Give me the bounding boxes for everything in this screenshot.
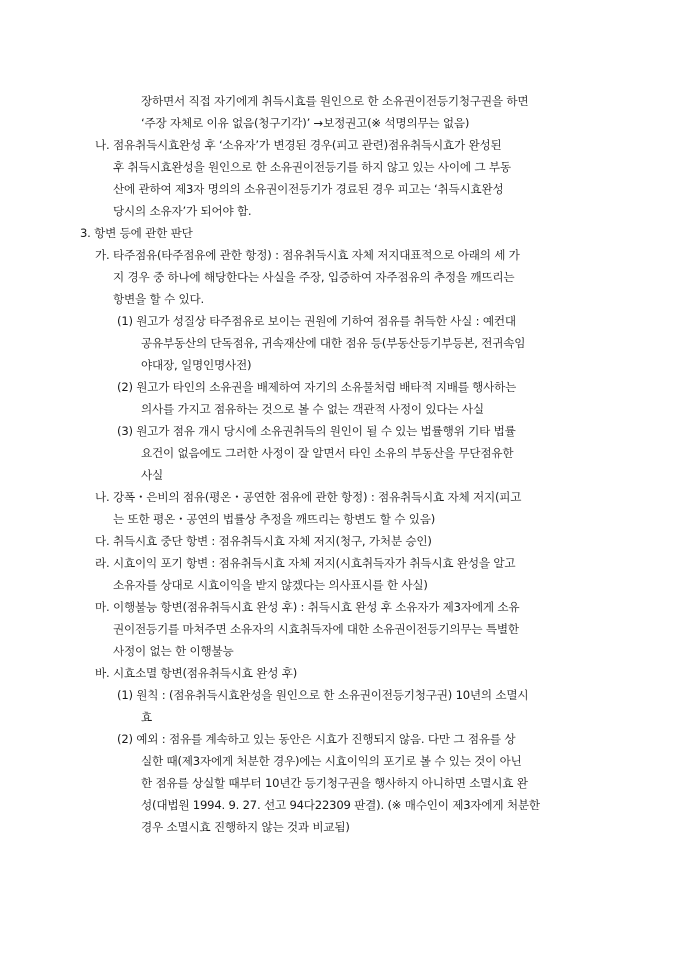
text-line: 장하면서 직접 자기에게 취득시효를 원인으로 한 소유권이전등기청구권을 하면 (141, 94, 529, 108)
text-line: 의사를 가지고 점유하는 것으로 볼 수 없는 객관적 사정이 있다는 사실 (141, 402, 484, 416)
text-line: 소유자를 상대로 시효이익을 받지 않겠다는 의사표시를 한 사실) (113, 578, 428, 592)
list-item: (1) 원고가 성질상 타주점유로 보이는 권원에 기하여 점유를 취득한 사실 : 예컨대 (117, 314, 516, 328)
text-line: 야대장, 일명인명사전) (141, 358, 252, 372)
text-line: 나. 강폭・은비의 점유(평온・공연한 점유에 관한 항정) : 점유취득시효 자체 저지(피고 (95, 490, 522, 504)
text-line: 당시의 소유자’가 되어야 함. (113, 204, 252, 218)
list-item: (1) 원칙 : (점유취득시효완성을 원인으로 한 소유권이전등기청구권) 10년의 소멸시 (117, 688, 529, 702)
text-line: 실한 때(제3자에게 처분한 경우)에는 시효이익의 포기로 볼 수 있는 것이 아닌 (141, 754, 522, 768)
text-line: 사정이 없는 한 이행불능 (113, 644, 234, 658)
text-line: 다. 취득시효 중단 항변 : 점유취득시효 자체 저지(청구, 가처분 승인) (95, 534, 432, 548)
text-line: 요건이 없음에도 그러한 사정이 잘 알면서 타인 소유의 부동산을 무단점유한 (141, 446, 514, 460)
text-line: 산에 관하여 제3자 명의의 소유권이전등기가 경료된 경우 피고는 ‘취득시효완성 (113, 182, 504, 196)
text-line: 경우 소멸시효 진행하지 않는 것과 비교됨) (141, 820, 350, 834)
text-line: 마. 이행불능 항변(점유취득시효 완성 후) : 취득시효 완성 후 소유자가 제3자에게 소유 (95, 600, 520, 614)
text-line: 후 취득시효완성을 원인으로 한 소유권이전등기를 하지 않고 있는 사이에 그 부동 (113, 160, 511, 174)
text-line: 바. 시효소멸 항변(점유취득시효 완성 후) (95, 666, 298, 680)
text-line: 한 점유를 상실할 때부터 10년간 등기청구권을 행사하지 아니하면 소멸시효 완 (141, 776, 528, 790)
text-line: 효 (141, 710, 152, 724)
text-line: 사실 (141, 468, 163, 482)
text-line: 성(대법원 1994. 9. 27. 선고 94다22309 판결). (※ 매수인이 제3자에게 처분한 (141, 798, 540, 812)
section-heading: 3. 항변 등에 관한 판단 (80, 226, 193, 240)
text-line: 항변을 할 수 있다. (113, 292, 204, 306)
text-line: ‘주장 자체로 이유 없음(청구기각)’ →보정권고(※ 석명의무는 없음) (141, 116, 470, 130)
text-line: 는 또한 평온・공연의 법률상 추정을 깨뜨리는 항변도 할 수 있음) (113, 512, 436, 526)
text-line: 나. 점유취득시효완성 후 ‘소유자’가 변경된 경우(피고 관련)점유취득시효가 완성된 (95, 138, 502, 152)
list-item: (2) 원고가 타인의 소유권을 배제하여 자기의 소유물처럼 배타적 지배를 행사하는 (117, 380, 517, 394)
list-item: (3) 원고가 점유 개시 당시에 소유권취득의 원인이 될 수 있는 법률행위 기타 법률 (117, 424, 516, 438)
text-line: 지 경우 중 하나에 해당한다는 사실을 주장, 입증하여 자주점유의 추정을 깨뜨리는 (113, 270, 515, 284)
text-line: 가. 타주점유(타주점유에 관한 항정) : 점유취득시효 자체 저지대표적으로 아래의 세 가 (95, 248, 520, 262)
text-line: 공유부동산의 단독점유, 귀속재산에 대한 점유 등(부동산등기부등본, 전귀속임 (141, 336, 526, 350)
text-line: 라. 시효이익 포기 항변 : 점유취득시효 자체 저지(시효취득자가 취득시효 완성을 알고 (95, 556, 516, 570)
list-item: (2) 예외 : 점유를 계속하고 있는 동안은 시효가 진행되지 않음. 다만 그 점유를 상 (117, 732, 516, 746)
text-line: 권이전등기를 마쳐주면 소유자의 시효취득자에 대한 소유권이전등기의무는 특별한 (113, 622, 519, 636)
